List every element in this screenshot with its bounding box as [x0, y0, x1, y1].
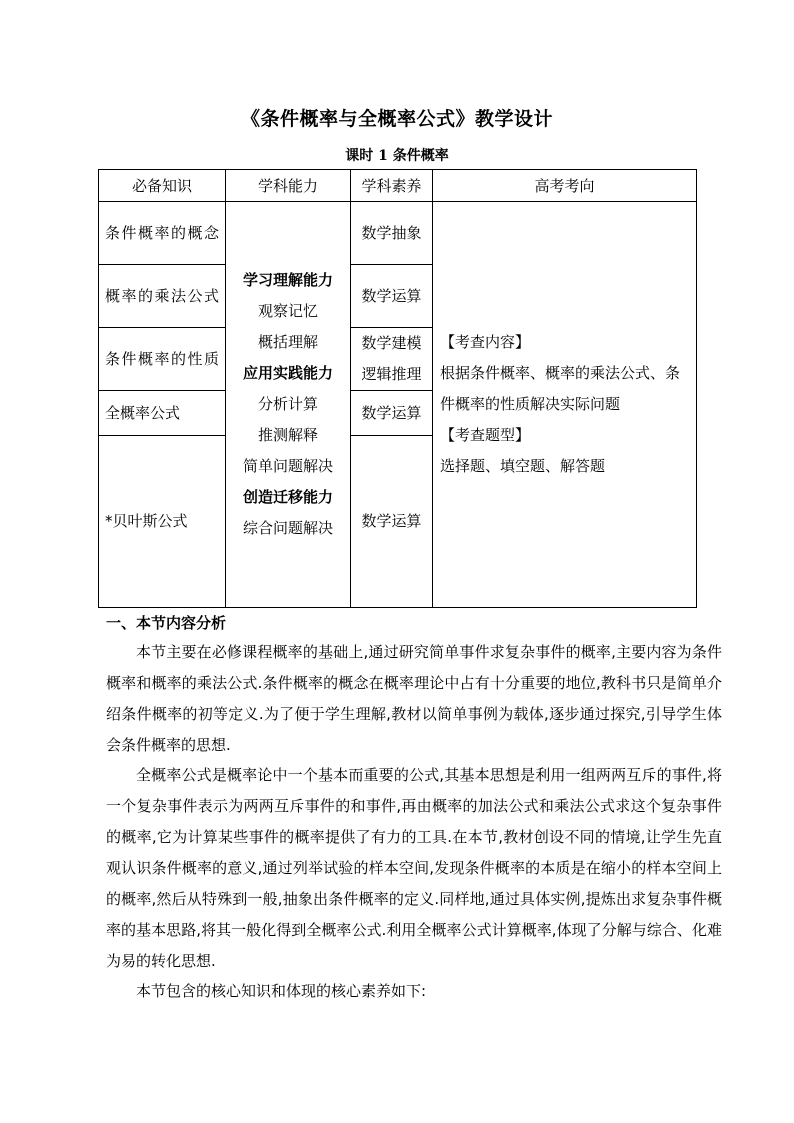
lesson-subtitle: 课时 1 条件概率 — [345, 148, 449, 164]
table-row — [99, 202, 697, 265]
literacy-cell: 数学运算 — [351, 391, 433, 436]
exam-content-heading: 【考查内容】 — [440, 333, 531, 351]
literacy-cell: 数学抽象 — [351, 202, 433, 265]
exam-content-text: 根据条件概率、概率的乘法公式、条件概率的性质解决实际问题 — [440, 364, 681, 413]
ability-item: 创造迁移能力 — [242, 488, 333, 506]
ability-item: 分析计算 — [257, 395, 318, 413]
ability-item: 简单问题解决 — [242, 457, 333, 475]
header-knowledge: 必备知识 — [99, 170, 226, 202]
knowledge-cell: 全概率公式 — [99, 391, 226, 436]
ability-item: 观察记忆 — [257, 302, 318, 320]
ability-item: 概括理解 — [257, 333, 318, 351]
knowledge-table — [98, 169, 697, 608]
header-exam: 高考考向 — [433, 170, 697, 202]
knowledge-cell: 条件概率的概念 — [99, 202, 226, 265]
knowledge-cell: 条件概率的性质 — [99, 328, 226, 391]
literacy-cell: 数学建模 逻辑推理 — [351, 328, 433, 391]
knowledge-cell: 概率的乘法公式 — [99, 265, 226, 328]
header-ability: 学科能力 — [226, 170, 351, 202]
exam-type-text: 选择题、填空题、解答题 — [440, 457, 606, 475]
ability-cell — [226, 202, 351, 608]
header-literacy: 学科素养 — [351, 170, 433, 202]
knowledge-cell: *贝叶斯公式 — [99, 436, 226, 608]
body-paragraph: 本节包含的核心知识和体现的核心素养如下: — [136, 982, 427, 1000]
table-header-row — [99, 170, 697, 202]
exam-type-heading: 【考查题型】 — [440, 426, 531, 444]
literacy-cell: 数学运算 — [351, 265, 433, 328]
body-paragraph: 本节主要在必修课程概率的基础上,通过研究简单事件求复杂事件的概率,主要内容为条件概率和概率的乘法公式.条件概率的概念在概率理论中占有十分重要的地位,教科书只是简单介绍条件概率的初等定义.为了便于学生理解,教材以简单事例为载体,逐步通过探究,引导学生体会条件概率的思想. — [106, 643, 722, 754]
exam-cell — [433, 202, 697, 608]
section-heading: 一、本节内容分析 — [106, 614, 227, 632]
ability-item: 综合问题解决 — [242, 519, 333, 537]
ability-list — [226, 265, 350, 544]
literacy-cell: 数学运算 — [351, 436, 433, 608]
body-paragraph: 全概率公式是概率论中一个基本而重要的公式,其基本思想是利用一组两两互斥的事件,将一个复杂事件表示为两两互斥事件的和事件,再由概率的加法公式和乘法公式求这个复杂事件的概率,它为计算某些事件的概率提供了有力的工具.在本节,教材创设不同的情境,让学生先直观认识条件概率的意义,通过列举试验的样本空间,发现条件概率的本质是在缩小的样本空间上的概率,然后从特殊到一般,抽象出条件概率的定义.同样地,通过具体实例,提炼出求复杂事件概率的基本思路,将其一般化得到全概率公式.利用全概率公式计算概率,体现了分解与综合、化难为易的转化思想. — [106, 766, 722, 970]
ability-item: 推测解释 — [257, 426, 318, 444]
ability-item: 学习理解能力 — [242, 271, 333, 289]
ability-item: 应用实践能力 — [242, 364, 333, 382]
document-title: 《条件概率与全概率公式》教学设计 — [240, 108, 553, 130]
